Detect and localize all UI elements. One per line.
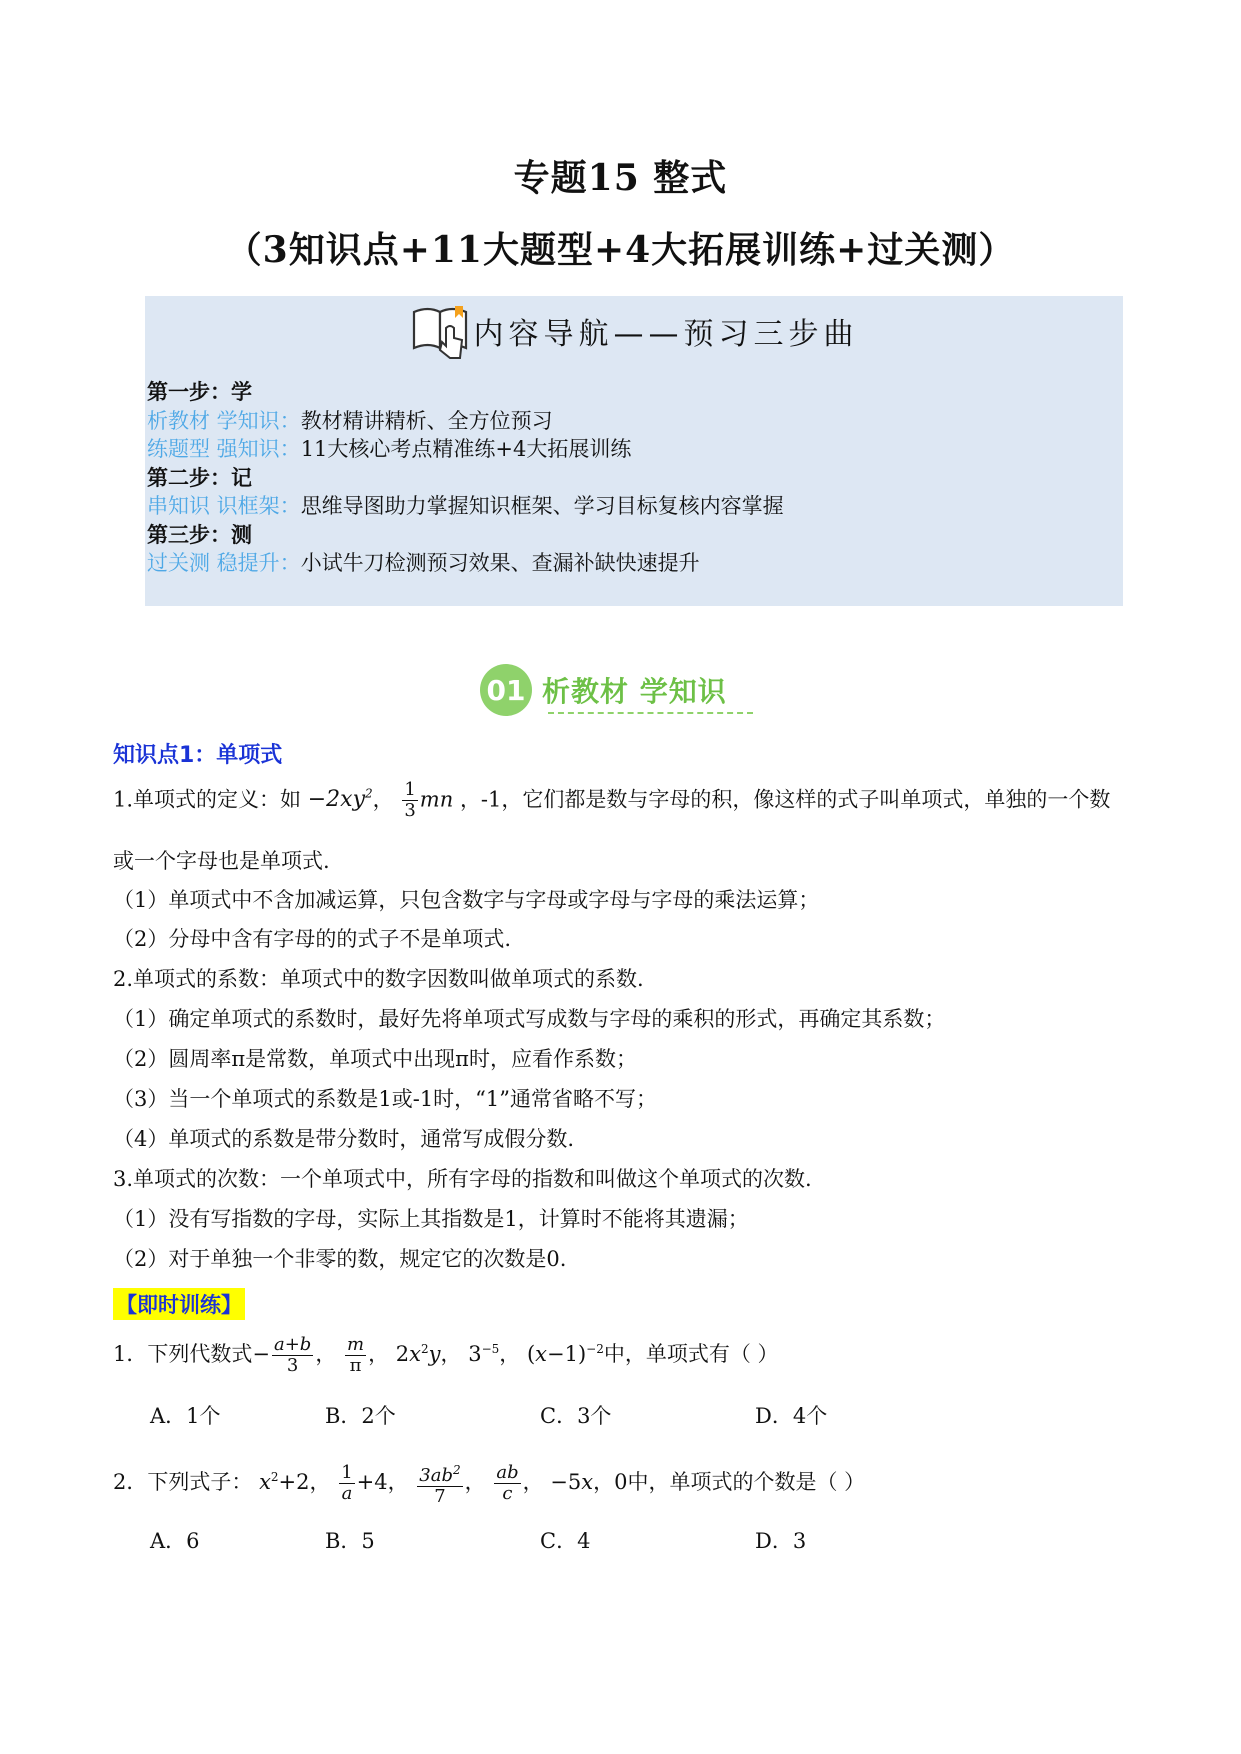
step-3-label: 第三步：测 [147, 521, 252, 547]
question-2-options [150, 1525, 806, 1555]
section-number: 01 [480, 664, 532, 716]
definition-paragraph: 1.单项式的定义：如 $-2xy^2$， $\frac{1}{3}$ mn ，-1，它们都是数与字母的积，像这样的式子叫单项式，单独的一个数 [113, 779, 1111, 822]
question-1-options [150, 1400, 827, 1430]
book-pointer-icon [410, 298, 474, 364]
step-2-label: 第二步：记 [147, 464, 252, 490]
nav-heading: 内容导航——预习三步曲 [473, 317, 859, 352]
formula-third-mn: $\frac{1}{3}$ [404, 779, 416, 822]
section-label: 析教材 学知识 [542, 675, 727, 708]
formula-2x2y: $2x^2y$ [395, 1342, 441, 1366]
section-underline [548, 712, 753, 714]
degree-paragraph: 3.单项式的次数：一个单项式中，所有字母的指数和叫做这个单项式的次数. [113, 1167, 812, 1191]
step-1-label: 第一步：学 [147, 379, 252, 404]
formula-3-pow-neg5: $3^{-5}$ [468, 1342, 500, 1366]
q2-option-a[interactable]: A．6 [150, 1529, 200, 1553]
nav-line-4: 过关测 稳提升：小试牛刀检测预习效果、查漏补缺快速提升 [147, 551, 700, 575]
knowledge-point-heading: 知识点1：单项式 [113, 743, 283, 768]
rule-1-2: （2）分母中含有字母的的式子不是单项式. [113, 927, 512, 951]
frac-a-plus-b-over-3: $\frac{a+b}{3}$ [273, 1334, 312, 1376]
definition-cont: 或一个字母也是单项式. [113, 849, 330, 873]
question-2: 2．下列式子： $x^2+2$， $\frac{1}{a}$ +4， $\frac{3ab^2}{7}$ ， $\frac{ab}{c}$ ， −5x，0中，单项式的个数是（ ） [113, 1462, 866, 1507]
q2-option-b[interactable]: B．5 [325, 1529, 375, 1553]
frac-m-over-pi: $\frac{m}{\pi}$ [347, 1334, 365, 1376]
q2-option-c[interactable]: C．4 [540, 1529, 591, 1553]
nav-lines [147, 378, 784, 578]
question-1: 1．下列代数式− $\frac{a+b}{3}$ ， $\frac{m}{\pi}$ ， $2x^2y$， $3^{-5}$， $(x-1)^{-2}$中，单项式有（ ） [113, 1334, 779, 1376]
training-label: 【即时训练】 [113, 1288, 245, 1320]
formula-neg2xy2: $-2xy^2$ [307, 787, 373, 813]
rule-1-1: （1）单项式中不含加减运算，只包含数字与字母或字母与字母的乘法运算； [113, 888, 820, 912]
q1-option-b[interactable]: B．2个 [325, 1404, 396, 1428]
page-subtitle: （3知识点+11大题型+4大拓展训练+过关测） [225, 229, 1016, 271]
rule-2-4: （4）单项式的系数是带分数时，通常写成假分数. [113, 1127, 575, 1151]
rule-3-2: （2）对于单独一个非零的数，规定它的次数是0. [113, 1247, 567, 1271]
formula-x2-plus-2: $x^2+2$ [259, 1470, 310, 1494]
q1-option-c[interactable]: C．3个 [540, 1404, 612, 1428]
frac-ab-over-c: $\frac{ab}{c}$ [496, 1462, 519, 1504]
q1-option-d[interactable]: D．4个 [755, 1404, 828, 1428]
q1-option-a[interactable]: A．1个 [150, 1404, 221, 1428]
rule-3-1: （1）没有写指数的字母，实际上其指数是1，计算时不能将其遗漏； [113, 1207, 749, 1231]
nav-line-1: 析教材 学知识：教材精讲精析、全方位预习 [147, 408, 553, 433]
section-badge [480, 660, 727, 720]
content-navigation-box [145, 296, 1123, 606]
rule-2-3: （3）当一个单项式的系数是1或-1时，“1”通常省略不写； [113, 1087, 658, 1111]
rule-2-2: （2）圆周率π是常数，单项式中出现π时，应看作系数； [113, 1047, 637, 1071]
rule-2-1: （1）确定单项式的系数时，最好先将单项式写成数与字母的乘积的形式，再确定其系数； [113, 1007, 946, 1031]
formula-x-minus-1-pow-neg2: $(x-1)^{-2}$ [526, 1342, 604, 1366]
q2-option-d[interactable]: D．3 [755, 1529, 807, 1553]
frac-3ab2-over-7: $\frac{3ab^2}{7}$ [417, 1460, 462, 1507]
coefficient-paragraph: 2.单项式的系数：单项式中的数字因数叫做单项式的系数. [113, 967, 644, 991]
page-title: 专题15 整式 [513, 157, 728, 199]
formula-neg5x: −5x [550, 1470, 594, 1494]
nav-line-2: 练题型 强知识：11大核心考点精准练+4大拓展训练 [147, 437, 632, 461]
nav-line-3: 串知识 识框架：思维导图助力掌握知识框架、学习目标复核内容掌握 [147, 494, 784, 518]
nav-header [145, 296, 1123, 366]
frac-1-over-a: $\frac{1}{a}$ [341, 1462, 353, 1504]
